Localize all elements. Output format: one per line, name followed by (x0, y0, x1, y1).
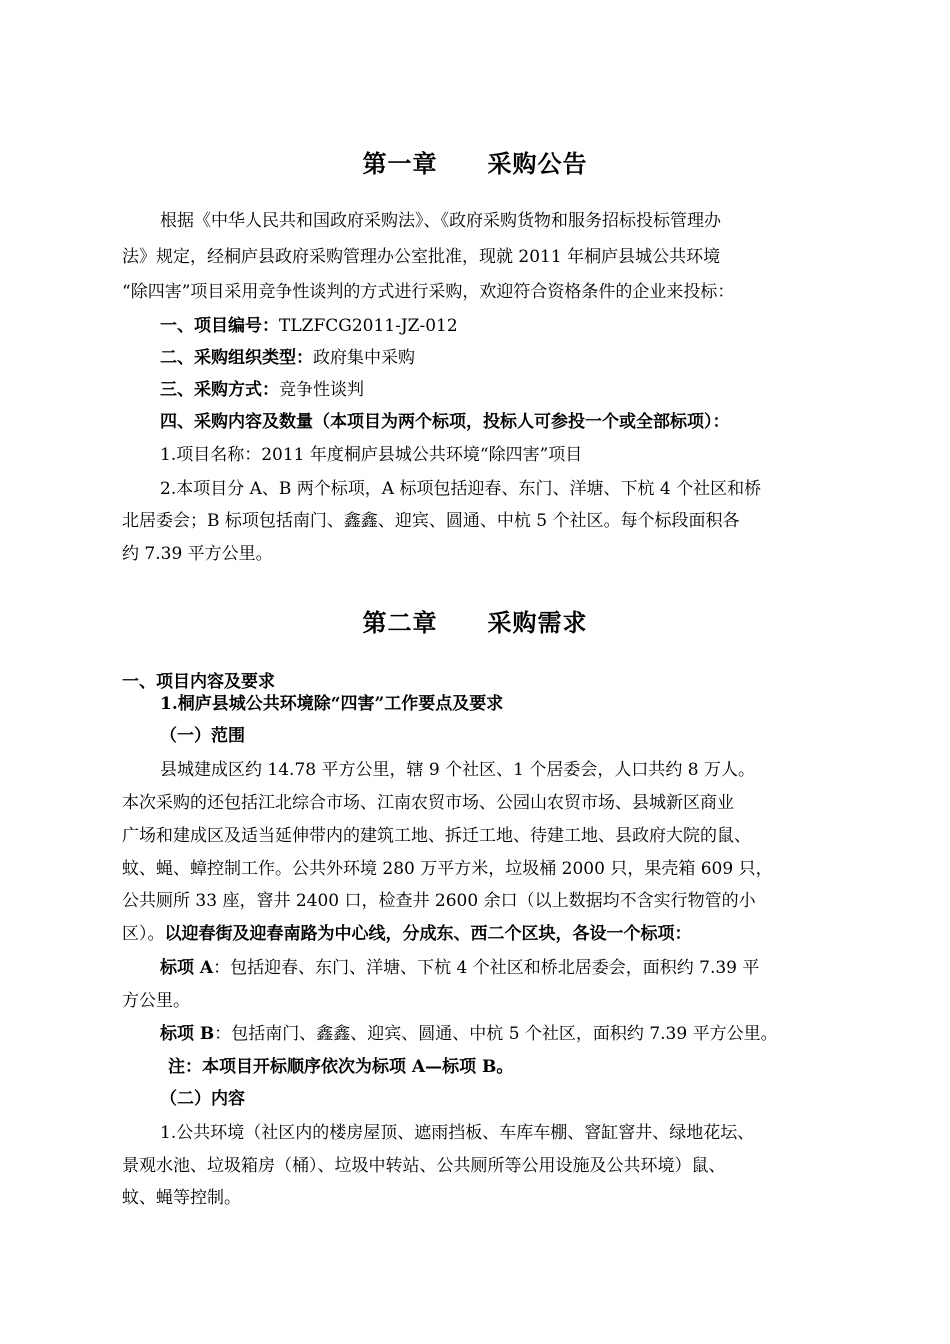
lot-b-label: 标项 B (160, 1024, 215, 1044)
lot-b-text: ：包括南门、鑫鑫、迎宾、圆通、中杭 5 个社区，面积约 7.39 平方公里。 (214, 1024, 778, 1044)
scope-heading: （一）范围 (160, 726, 245, 746)
org-type-label: 二、采购组织类型： (160, 348, 313, 368)
lot-a-line (160, 957, 870, 979)
scope-line: 公共厕所 33 座，窨井 2400 口，检查井 2600 余口（以上数据均不含实行物管的小 (122, 891, 756, 911)
scope-line: 蚊、蝇、蟑控制工作。公共外环境 280 万平方米，垃圾桶 2000 只，果壳箱 609 只， (122, 859, 773, 879)
scope-line-end: 区）。 (122, 924, 165, 944)
project-name: 1.项目名称：2011 年度桐庐县城公共环境“除四害”项目 (160, 445, 583, 465)
project-number (160, 315, 870, 337)
scope-line: 县城建成区约 14.78 平方公里，辖 9 个社区、1 个居委会，人口共约 8 万人。 (160, 760, 755, 780)
lot-a-label: 标项 A (160, 958, 214, 978)
project-number-value: TLZFCG2011-JZ-012 (279, 316, 458, 336)
procurement-method-value: 竞争性谈判 (279, 380, 364, 400)
content-quantity-heading: 四、采购内容及数量（本项目为两个标项，投标人可参投一个或全部标项）： (160, 412, 730, 432)
content-line: 1.公共环境（社区内的楼房屋顶、遮雨挡板、车库车棚、窨缸窨井、绿地花坛、 (160, 1123, 755, 1143)
subsection-heading: 1.桐庐县城公共环境除“四害”工作要点及要求 (160, 694, 504, 714)
chapter2-title: 第二章 采购需求 (362, 608, 588, 637)
intro-line: 根据《中华人民共和国政府采购法》、《政府采购货物和服务招标投标管理办 (160, 211, 721, 231)
content-heading: （二）内容 (160, 1089, 245, 1109)
scope-line (122, 923, 832, 945)
intro-line: “除四害”项目采用竞争性谈判的方式进行采购，欢迎符合资格条件的企业来投标： (122, 282, 735, 302)
scope-line: 本次采购的还包括江北综合市场、江南农贸市场、公园山农贸市场、县城新区商业 (122, 793, 734, 813)
scope-line: 广场和建成区及适当延伸带内的建筑工地、拆迁工地、待建工地、县政府大院的鼠、 (122, 826, 751, 846)
procurement-method (160, 379, 870, 401)
lot-b-line (160, 1023, 870, 1045)
intro-line: 法》规定，经桐庐县政府采购管理办公室批准，现就 2011 年桐庐县城公共环境 (122, 247, 721, 267)
project-number-label: 一、项目编号： (160, 316, 279, 336)
lot-a-text: ：包括迎春、东门、洋塘、下杭 4 个社区和桥北居委会，面积约 7.39 平 (213, 958, 760, 978)
content-line: 景观水池、垃圾箱房（桶）、垃圾中转站、公共厕所等公用设施及公共环境）鼠、 (122, 1156, 726, 1176)
lots-line: 约 7.39 平方公里。 (122, 544, 273, 564)
chapter1-title: 第一章 采购公告 (362, 149, 588, 178)
content-line: 蚊、蝇等控制。 (122, 1188, 241, 1208)
scope-division-note: 以迎春街及迎春南路为中心线，分成东、西二个区块，各设一个标项： (164, 924, 692, 944)
org-type (160, 347, 870, 369)
lots-line: 北居委会；B 标项包括南门、鑫鑫、迎宾、圆通、中杭 5 个社区。每个标段面积各 (122, 511, 740, 531)
lots-line: 2.本项目分 A、B 两个标项，A 标项包括迎春、东门、洋塘、下杭 4 个社区和桥 (160, 479, 762, 499)
section-heading: 一、项目内容及要求 (122, 672, 275, 692)
org-type-value: 政府集中采购 (313, 348, 415, 368)
procurement-method-label: 三、采购方式： (160, 380, 279, 400)
lot-a-cont: 方公里。 (122, 991, 190, 1011)
opening-order-note: 注：本项目开标顺序依次为标项 A—标项 B。 (168, 1057, 514, 1077)
